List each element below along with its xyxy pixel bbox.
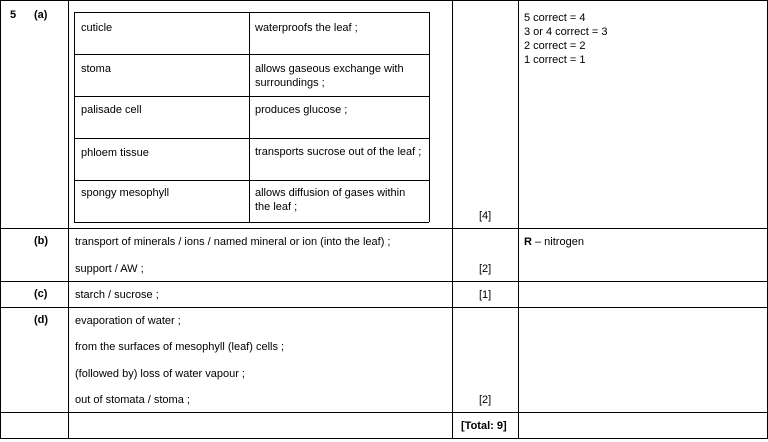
marks-b: [2] (479, 263, 492, 275)
structure-cell: stoma (81, 63, 111, 75)
guidance-b (524, 235, 584, 249)
marks-c: [1] (479, 289, 492, 301)
question-number: 5 (10, 9, 17, 21)
function-cell: allows diffusion of gases within the leaf ; (255, 187, 406, 213)
total-marks: [Total: 9] (461, 420, 507, 432)
function-cell: produces glucose ; (255, 104, 348, 116)
answer-line: starch / sucrose ; (75, 289, 159, 301)
function-cell: waterproofs the leaf ; (255, 22, 358, 34)
structure-cell: palisade cell (81, 104, 142, 116)
answer-line: out of stomata / stoma ; (75, 394, 190, 406)
guidance-line: 1 correct = 1 (524, 54, 586, 66)
part-label-d: (d) (34, 314, 49, 326)
answer-line: from the surfaces of mesophyll (leaf) cells ; (75, 341, 285, 353)
marks-a: [4] (479, 210, 492, 222)
structure-cell: spongy mesophyll (81, 187, 170, 199)
part-label-a: (a) (34, 9, 48, 21)
structure-cell: phloem tissue (81, 147, 149, 159)
answer-line: (followed by) loss of water vapour ; (75, 368, 245, 380)
part-label-c: (c) (34, 288, 48, 300)
guidance-line: 5 correct = 4 (524, 12, 586, 24)
guidance-line: 3 or 4 correct = 3 (524, 26, 608, 38)
part-label-b: (b) (34, 235, 49, 247)
function-cell: allows gaseous exchange with surroundings ; (255, 63, 404, 89)
guidance-text: – nitrogen (531, 236, 584, 248)
reject-marker: R (524, 236, 532, 248)
marks-d: [2] (479, 394, 492, 406)
guidance-line: 2 correct = 2 (524, 40, 586, 52)
structure-cell: cuticle (81, 22, 113, 34)
function-cell: transports sucrose out of the leaf ; (255, 146, 422, 158)
answer-line: transport of minerals / ions / named mineral or ion (into the leaf) ; (75, 236, 391, 248)
answer-line: support / AW ; (75, 263, 144, 275)
answer-line: evaporation of water ; (75, 315, 181, 327)
